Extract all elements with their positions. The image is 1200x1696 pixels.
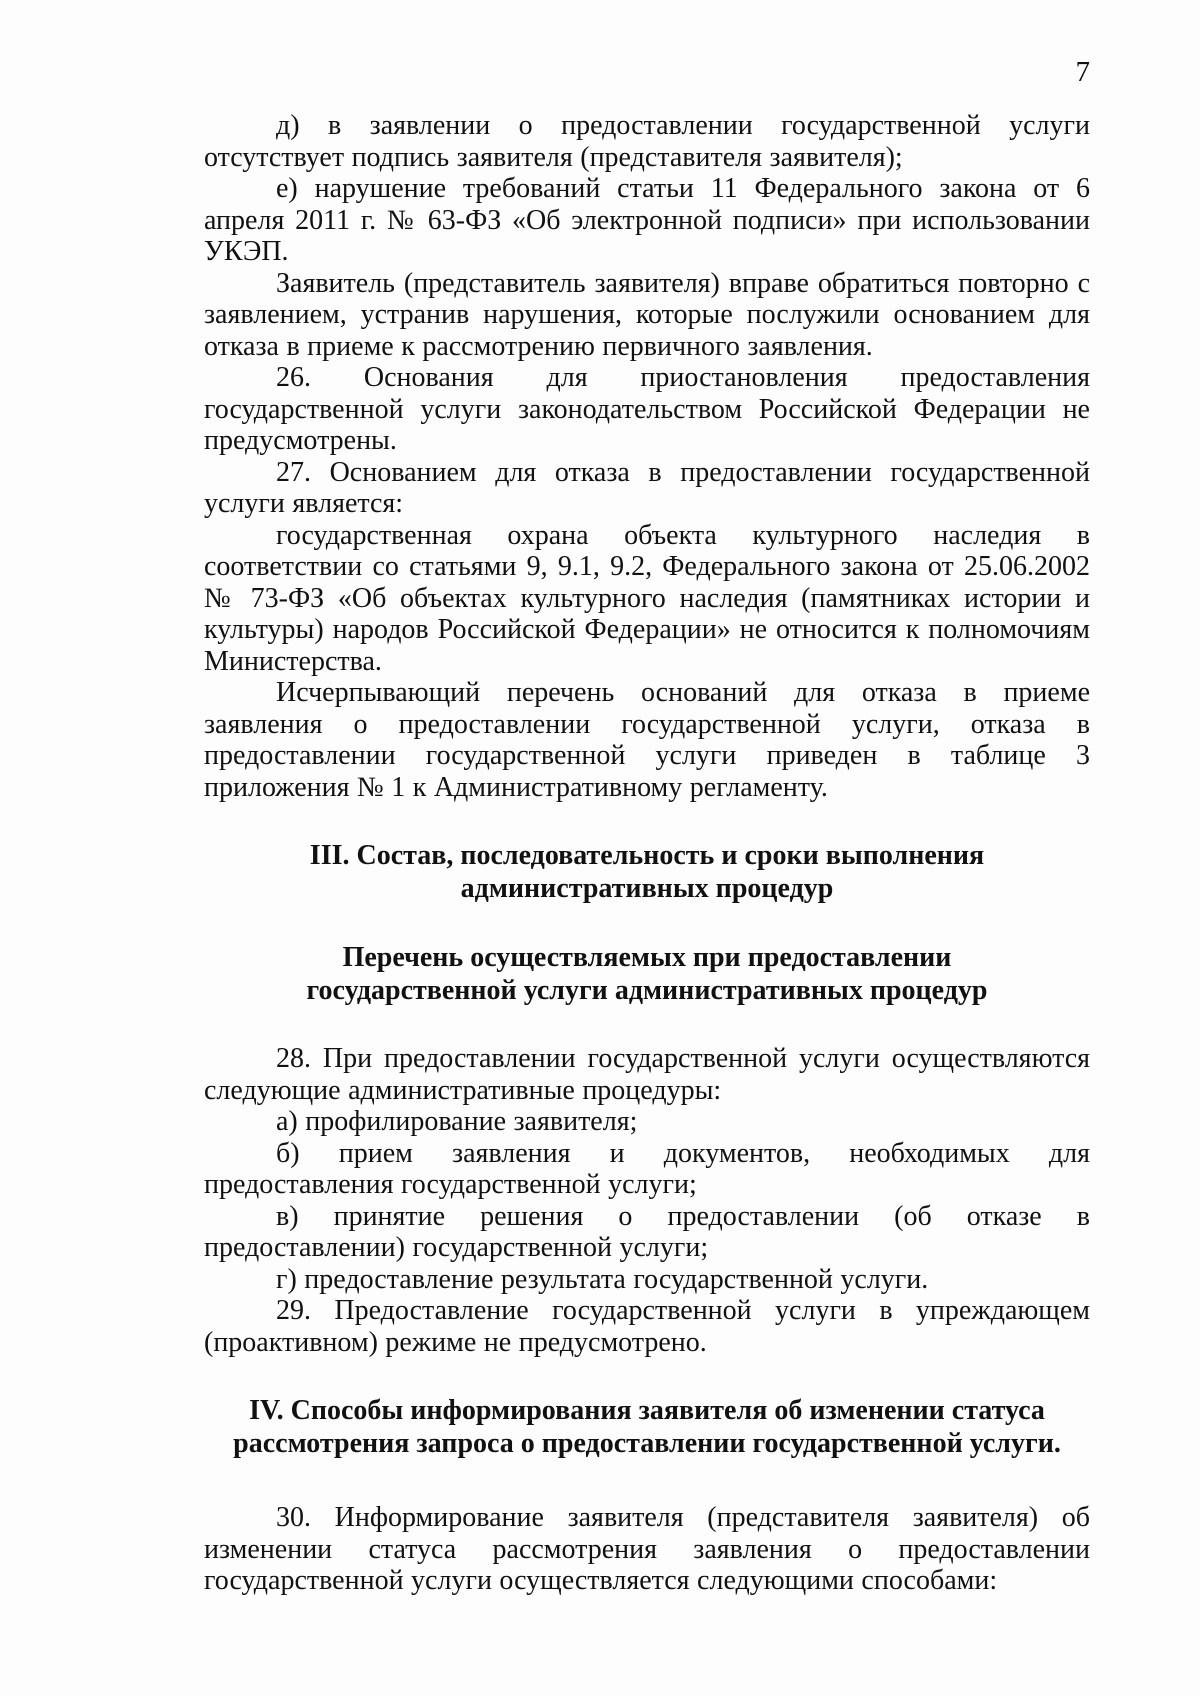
page-number: 7 bbox=[1075, 56, 1090, 88]
item-d-paragraph: д) в заявлении о предоставлении государственной услуги отсутствует подпись заявителя (представителя заявителя); bbox=[204, 110, 1090, 173]
clause-27-paragraph: 27. Основанием для отказа в предоставлении государственной услуги является: bbox=[204, 456, 1090, 519]
clause-29-paragraph: 29. Предоставление государственной услуги в упреждающем (проактивном) режиме не предусмотрено. bbox=[204, 1295, 1090, 1358]
clause-30-paragraph: 30. Информирование заявителя (представителя заявителя) об изменении статуса рассмотрения заявления о предоставлении государственной услуги осуществляется следующими способами: bbox=[204, 1502, 1090, 1596]
section-3-heading-line1: III. Состав, последовательность и сроки выполнения bbox=[309, 840, 985, 871]
reapply-paragraph: Заявитель (представитель заявителя) вправе обратиться повторно с заявлением, устранив нарушения, которые послужили основанием для отказа в приеме к рассмотрению первичного заявления. bbox=[204, 267, 1090, 362]
procedure-c: в) принятие решения о предоставлении (об отказе в предоставлении) государственной услуги; bbox=[204, 1200, 1090, 1263]
procedures-subheading-line1: Перечень осуществляемых при предоставлении bbox=[342, 942, 952, 973]
clause-28-paragraph: 28. При предоставлении государственной услуги осуществляются следующие административные процедуры: bbox=[204, 1043, 1090, 1106]
section-3-heading bbox=[204, 839, 1090, 905]
section-4-heading bbox=[204, 1394, 1090, 1460]
item-e-paragraph: е) нарушение требований статьи 11 Федерального закона от 6 апреля 2011 г. № 63-ФЗ «Об электронной подписи» при использовании УКЭП. bbox=[204, 173, 1090, 267]
procedure-a: а) профилирование заявителя; bbox=[276, 1106, 638, 1137]
section-3-heading-line2: административных процедур bbox=[460, 873, 834, 904]
procedure-b: б) прием заявления и документов, необходимых для предоставления государственной услуги; bbox=[204, 1137, 1090, 1200]
section-4-heading-line2: рассмотрения запроса о предоставлении государственной услуги. bbox=[233, 1428, 1061, 1459]
procedures-subheading-line2: государственной услуги административных процедур bbox=[306, 975, 988, 1006]
document-body bbox=[204, 110, 1090, 1597]
heritage-paragraph: государственная охрана объекта культурного наследия в соответствии со статьями 9, 9.1, 9.2, Федерального закона от 25.06.2002 № 73-ФЗ «Об объектах культурного наследия (памятниках истории и культуры) народов Российской Федерации» не относится к полномочиям Министерства. bbox=[204, 519, 1090, 677]
exhaustive-list-paragraph: Исчерпывающий перечень оснований для отказа в приеме заявления о предоставлении государственной услуги, отказа в предоставлении государственной услуги приведен в таблице 3 приложения № 1 к Административному регламенту. bbox=[204, 677, 1090, 803]
procedure-d: г) предоставление результата государственной услуги. bbox=[276, 1263, 929, 1295]
procedures-subheading bbox=[204, 941, 1090, 1007]
section-4-heading-line1: IV. Способы информирования заявителя об изменении статуса bbox=[249, 1395, 1045, 1426]
clause-26-paragraph: 26. Основания для приостановления предоставления государственной услуги законодательством Российской Федерации не предусмотрены. bbox=[204, 362, 1090, 456]
